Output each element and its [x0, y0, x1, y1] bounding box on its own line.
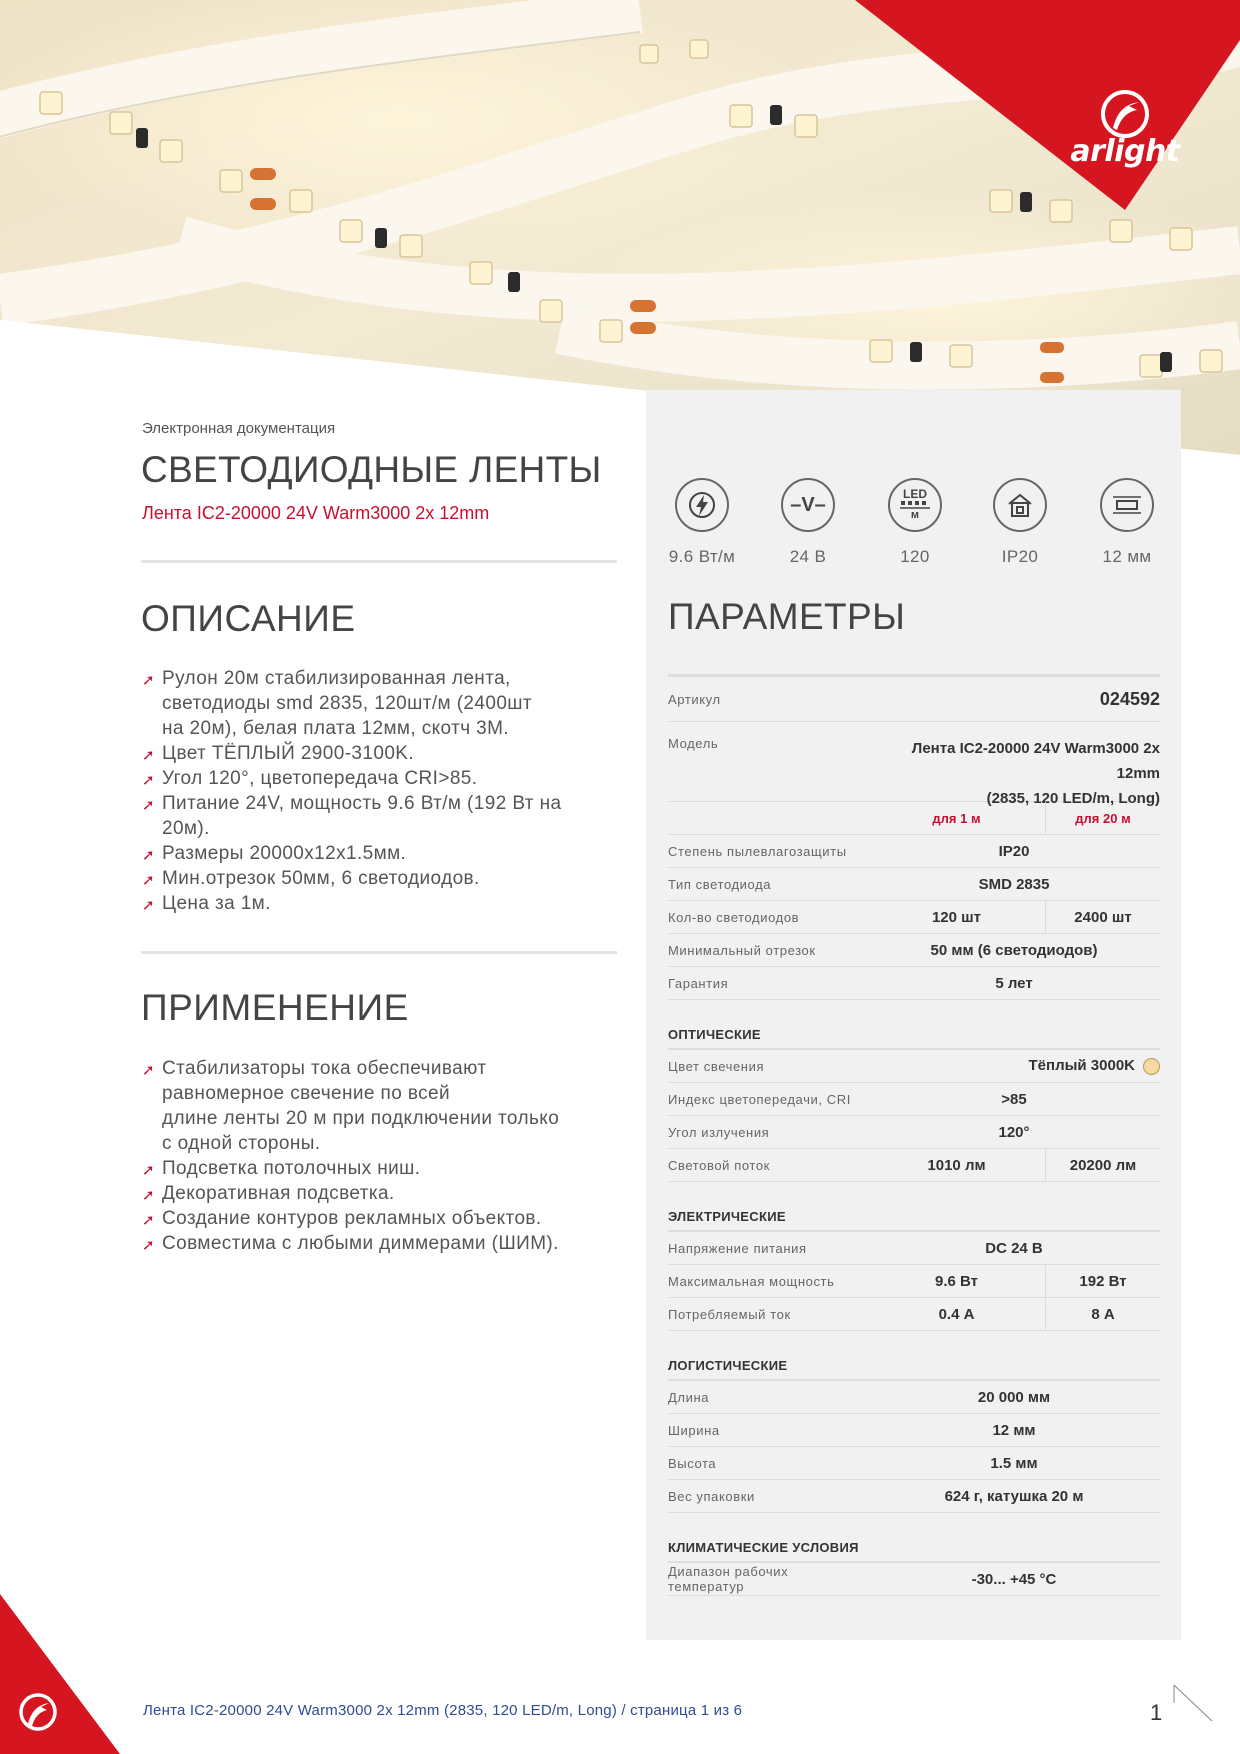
list-item: ➚ Рулон 20м стабилизированная лента, светодиоды smd 2835, 120шт/м (2400шт на 20м), белая плата 12мм, скотч 3М. [142, 668, 533, 739]
table-row: Модель Лента IC2-20000 24V Warm3000 2x 12mm (2835, 120 LED/m, Long) [668, 722, 1160, 802]
table-row: Степень пылевлагозащиты IP20 [668, 835, 1160, 868]
table-row: Диапазон рабочих температур -30... +45 °C [668, 1563, 1160, 1596]
bullet-arrow-icon: ➚ [142, 1162, 155, 1179]
spec-voltage [758, 478, 858, 567]
color-swatch [1143, 1058, 1160, 1075]
bullet-arrow-icon: ➚ [142, 797, 155, 814]
doc-label: Электронная документация [142, 420, 336, 437]
group-header-optical: ОПТИЧЕСКИЕ [668, 1000, 1160, 1050]
bullet-arrow-icon: ➚ [142, 772, 155, 789]
led-density-icon: LED м [888, 478, 942, 532]
list-item: ➚ Совместима с любыми диммерами (ШИМ). [142, 1231, 559, 1256]
table-row: Потребляемый ток 0.4 А 8 А [668, 1298, 1160, 1331]
bullet-arrow-icon: ➚ [142, 1237, 155, 1254]
table-row: Напряжение питания DC 24 В [668, 1232, 1160, 1265]
page-title: СВЕТОДИОДНЫЕ ЛЕНТЫ [141, 449, 602, 490]
arlight-logo-mark [1099, 88, 1151, 140]
table-row: Минимальный отрезок 50 мм (6 светодиодов) [668, 934, 1160, 967]
table-row: Ширина 12 мм [668, 1414, 1160, 1447]
table-row: Тип светодиода SMD 2835 [668, 868, 1160, 901]
table-row: Индекс цветопередачи, CRI >85 [668, 1083, 1160, 1116]
description-list [142, 666, 561, 916]
list-item: ➚ Питание 24V, мощность 9.6 Вт/м (192 Вт на 20м). [142, 793, 562, 839]
bullet-arrow-icon: ➚ [142, 847, 155, 864]
footer-corner-logo [0, 1594, 130, 1754]
bullet-arrow-icon: ➚ [142, 747, 155, 764]
arlight-logo[interactable] [1040, 88, 1210, 169]
table-column-headers: для 1 м для 20 м [668, 802, 1160, 835]
description-title: ОПИСАНИЕ [141, 598, 356, 639]
spec-value: IP20 [1001, 547, 1039, 566]
divider [141, 951, 617, 954]
table-row: Длина 20 000 мм [668, 1381, 1160, 1414]
list-item: ➚ Декоративная подсветка. [142, 1181, 559, 1206]
spec-led-density [865, 478, 965, 567]
group-header-climate: КЛИМАТИЧЕСКИЕ УСЛОВИЯ [668, 1513, 1160, 1563]
list-item: ➚ Мин.отрезок 50мм, 6 светодиодов. [142, 866, 561, 891]
spec-power [652, 478, 752, 567]
table-row: Угол излучения 120° [668, 1116, 1160, 1149]
table-row: Световой поток 1010 лм 20200 лм [668, 1149, 1160, 1182]
table-row: Гарантия 5 лет [668, 967, 1160, 1000]
group-header-logistic: ЛОГИСТИЧЕСКИЕ [668, 1331, 1160, 1381]
article-number: 024592 [1099, 688, 1160, 709]
list-item: ➚ Цвет ТЁПЛЫЙ 2900-3100K. [142, 741, 561, 766]
footer-text: Лента IC2-20000 24V Warm3000 2x 12mm (2835, 120 LED/m, Long) / страница 1 из 6 [143, 1702, 743, 1719]
table-row: Артикул 024592 [668, 677, 1160, 722]
list-item: ➚ Цена за 1м. [142, 891, 561, 916]
bullet-arrow-icon: ➚ [142, 1062, 155, 1079]
model-name: Лента IC2-20000 24V Warm3000 2x 12mm (2835, 120 LED/m, Long) [911, 740, 1160, 807]
list-item: ➚ Размеры 20000x12x1.5мм. [142, 841, 561, 866]
spec-width [1077, 478, 1177, 567]
group-header-electrical: ЭЛЕКТРИЧЕСКИЕ [668, 1182, 1160, 1232]
table-row: Кол-во светодиодов 120 шт 2400 шт [668, 901, 1160, 934]
page-number: 1 [1150, 1700, 1163, 1725]
brand-name: arlight [1070, 134, 1180, 169]
bullet-arrow-icon: ➚ [142, 1212, 155, 1229]
product-subtitle: Лента IC2-20000 24V Warm3000 2x 12mm [142, 503, 490, 523]
table-row: Максимальная мощность 9.6 Вт 192 Вт [668, 1265, 1160, 1298]
power-icon [675, 478, 729, 532]
table-row: Высота 1.5 мм [668, 1447, 1160, 1480]
list-item: ➚ Подсветка потолочных ниш. [142, 1156, 559, 1181]
params-table [668, 674, 1160, 1596]
bullet-arrow-icon: ➚ [142, 672, 155, 689]
divider [141, 560, 617, 563]
width-icon [1100, 478, 1154, 532]
bullet-arrow-icon: ➚ [142, 897, 155, 914]
params-title: ПАРАМЕТРЫ [668, 596, 906, 637]
application-title: ПРИМЕНЕНИЕ [141, 987, 409, 1028]
ip-rating-icon [993, 478, 1047, 532]
table-row: Цвет свечения Тёплый 3000K [668, 1050, 1160, 1083]
list-item: ➚ Угол 120°, цветопередача CRI>85. [142, 766, 561, 791]
spec-ip [970, 478, 1070, 567]
bullet-arrow-icon: ➚ [142, 1187, 155, 1204]
spec-value: 12 мм [1102, 547, 1152, 566]
page-corner-mark [1172, 1683, 1222, 1733]
table-row: Вес упаковки 624 г, катушка 20 м [668, 1480, 1160, 1513]
spec-value: 120 [900, 547, 930, 566]
application-list [142, 1056, 559, 1256]
voltage-icon: –V– [781, 478, 835, 532]
spec-value: 9.6 Вт/м [668, 547, 736, 566]
list-item: ➚ Стабилизаторы тока обеспечивают равномерное свечение по всей длине ленты 20 м при подключении только с одной стороны. [142, 1058, 560, 1154]
bullet-arrow-icon: ➚ [142, 872, 155, 889]
list-item: ➚ Создание контуров рекламных объектов. [142, 1206, 559, 1231]
spec-value: 24 В [789, 547, 827, 566]
